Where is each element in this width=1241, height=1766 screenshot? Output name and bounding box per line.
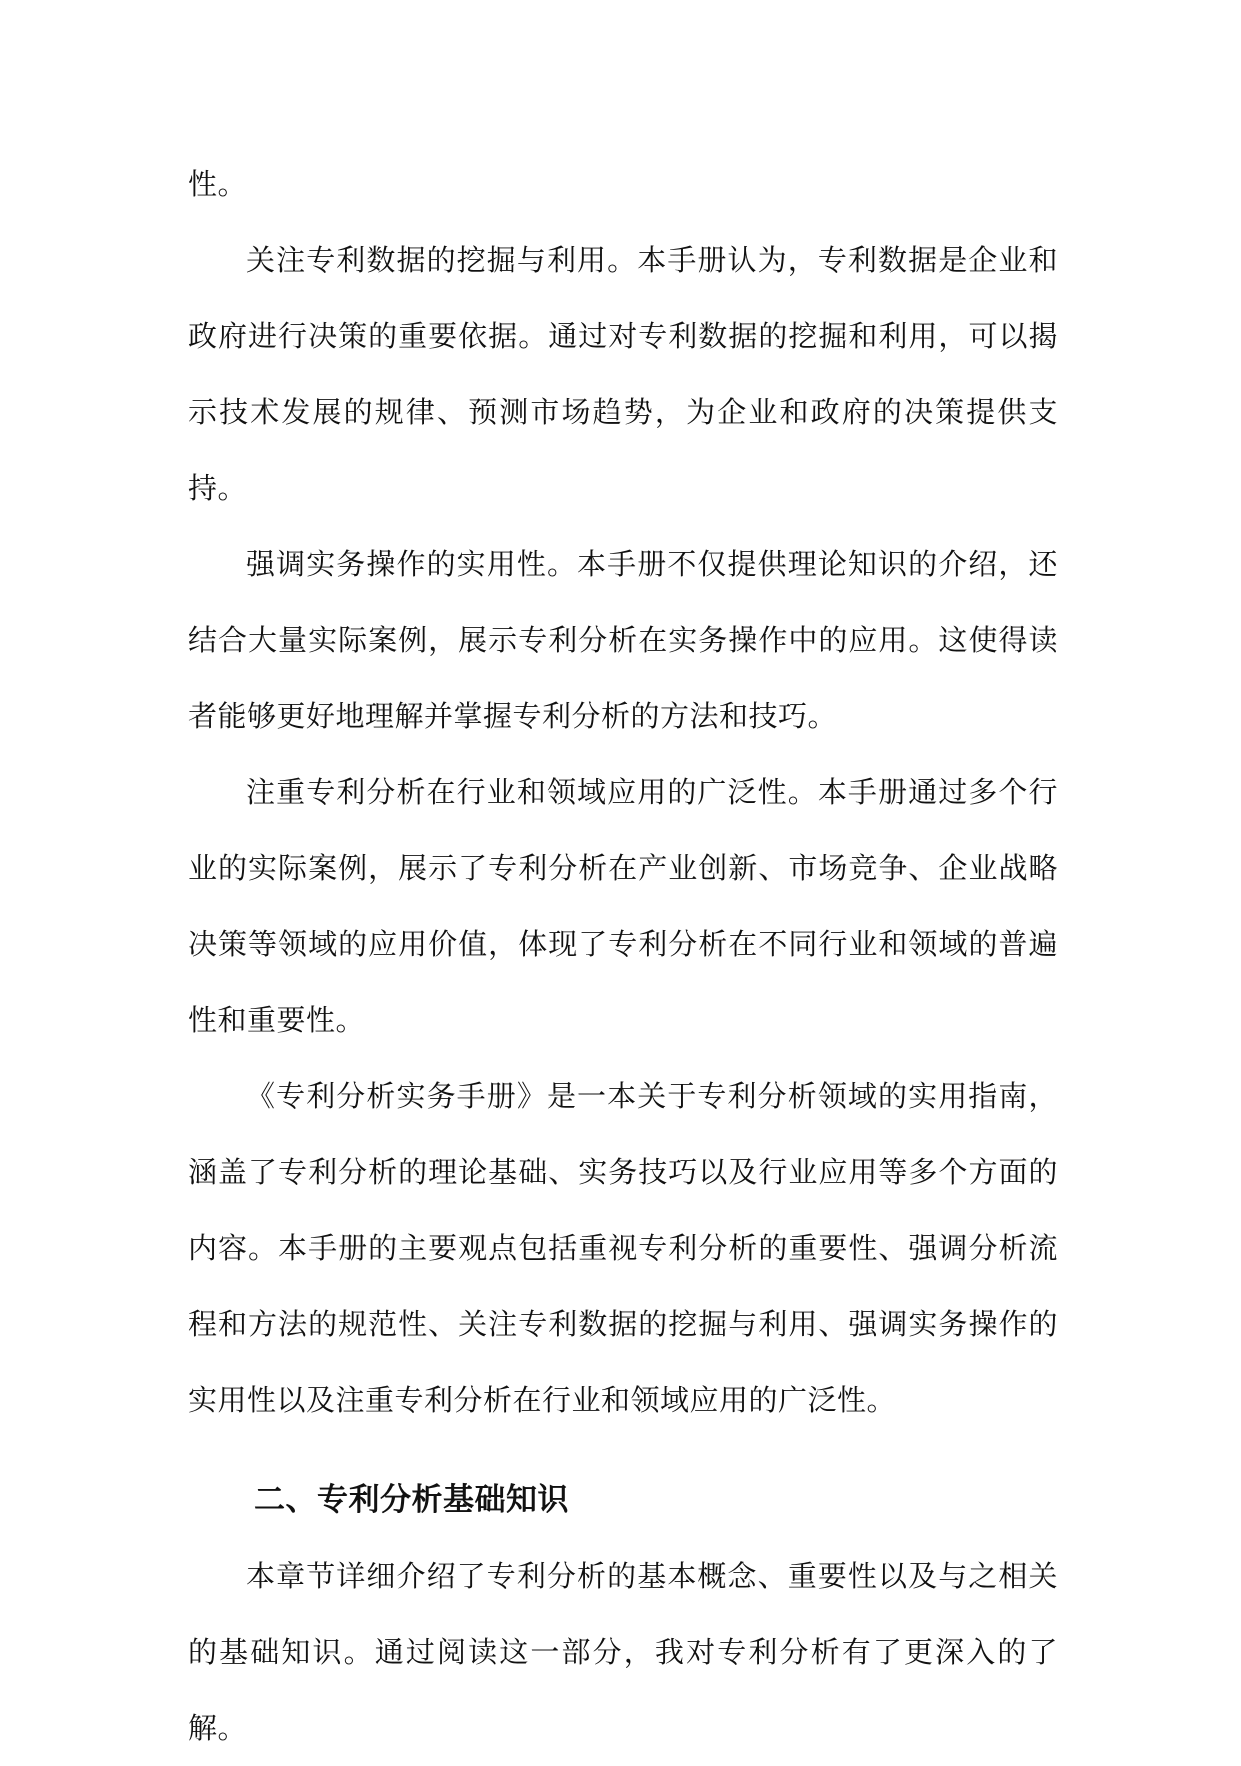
paragraph-patent-data: 关注专利数据的挖掘与利用。本手册认为，专利数据是企业和政府进行决策的重要依据。通过对专利数据的挖掘和利用，可以揭示技术发展的规律、预测市场趋势，为企业和政府的决策提供支持。 [188,243,1058,505]
document-body [188,146,1058,1766]
paragraph-industry-application: 注重专利分析在行业和领域应用的广泛性。本手册通过多个行业的实际案例，展示了专利分析在产业创新、市场竞争、企业战略决策等领域的应用价值，体现了专利分析在不同行业和领域的普遍性和重要性。 [188,775,1058,1037]
paragraph-continuation: 性。 [188,167,248,201]
paragraph-handbook-summary: 《专利分析实务手册》是一本关于专利分析领域的实用指南，涵盖了专利分析的理论基础、实务技巧以及行业应用等多个方面的内容。本手册的主要观点包括重视专利分析的重要性、强调分析流程和方法的规范性、关注专利数据的挖掘与利用、强调实务操作的实用性以及注重专利分析在行业和领域应用的广泛性。 [188,1079,1058,1417]
section-heading: 二、专利分析基础知识 [254,1482,569,1518]
paragraph-practical-operation: 强调实务操作的实用性。本手册不仅提供理论知识的介绍，还结合大量实际案例，展示专利分析在实务操作中的应用。这使得读者能够更好地理解并掌握专利分析的方法和技巧。 [188,547,1058,733]
paragraph-section-intro: 本章节详细介绍了专利分析的基本概念、重要性以及与之相关的基础知识。通过阅读这一部分，我对专利分析有了更深入的了解。 [188,1559,1058,1745]
